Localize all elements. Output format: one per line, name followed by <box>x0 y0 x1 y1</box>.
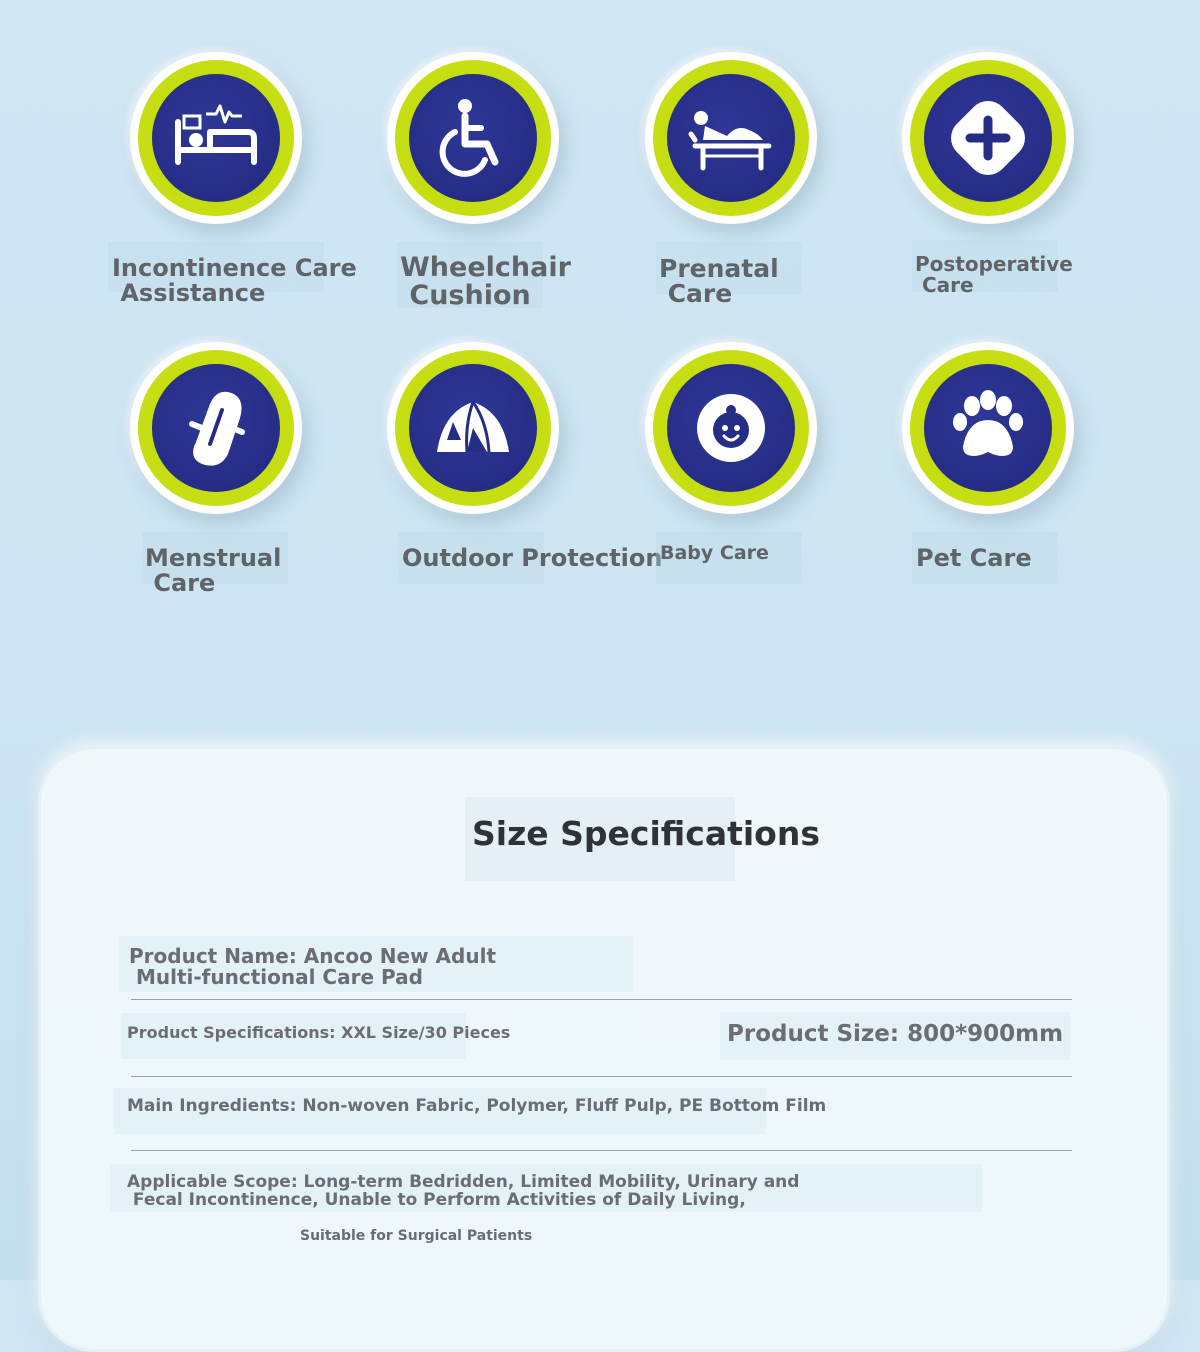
feature-icon-postoperative <box>902 52 1074 224</box>
feature-label-incontinence: Incontinence Care Assistance <box>112 254 357 307</box>
divider <box>131 1076 1072 1077</box>
feature-label-postoperative: Postoperative Care <box>915 252 1073 297</box>
feature-icon-menstrual <box>130 342 302 514</box>
feature-label-outdoor: Outdoor Protection <box>402 544 663 572</box>
divider <box>131 999 1072 1000</box>
divider <box>131 1150 1072 1151</box>
feature-label-pet: Pet Care <box>916 544 1032 572</box>
feature-label-wheelchair: Wheelchair Cushion <box>400 252 571 311</box>
feature-icon-incontinence <box>130 52 302 224</box>
tent-icon <box>409 364 537 492</box>
feature-label-menstrual: Menstrual Care <box>145 544 282 597</box>
feature-label-prenatal: Prenatal Care <box>659 254 779 308</box>
product-name: Product Name: Ancoo New Adult Multi-functional Care Pad <box>129 944 497 989</box>
baby-face-icon <box>667 364 795 492</box>
wheelchair-icon <box>409 74 537 202</box>
product-size: Product Size: 800*900mm <box>727 1021 1064 1047</box>
feature-icon-prenatal <box>645 52 817 224</box>
hospital-bed-icon <box>152 74 280 202</box>
feature-icon-outdoor <box>387 342 559 514</box>
sanitary-pad-icon <box>152 364 280 492</box>
medical-cross-icon <box>924 74 1052 202</box>
feature-icon-baby <box>645 342 817 514</box>
reclining-patient-icon <box>667 74 795 202</box>
applicable-scope: Applicable Scope: Long-term Bedridden, Limited Mobility, Urinary and Fecal Incontinence, Unable to Perform Activities of Daily Living, <box>127 1172 800 1210</box>
paw-icon <box>924 364 1052 492</box>
feature-icon-pet <box>902 342 1074 514</box>
feature-label-baby: Baby Care <box>660 542 769 564</box>
product-specifications: Product Specifications: XXL Size/30 Pieces <box>127 1023 511 1042</box>
spec-title: Size Specifications <box>472 814 820 853</box>
applicable-scope-extra: Suitable for Surgical Patients <box>300 1228 533 1244</box>
feature-icon-wheelchair <box>387 52 559 224</box>
main-ingredients: Main Ingredients: Non-woven Fabric, Polymer, Fluff Pulp, PE Bottom Film <box>127 1096 827 1116</box>
